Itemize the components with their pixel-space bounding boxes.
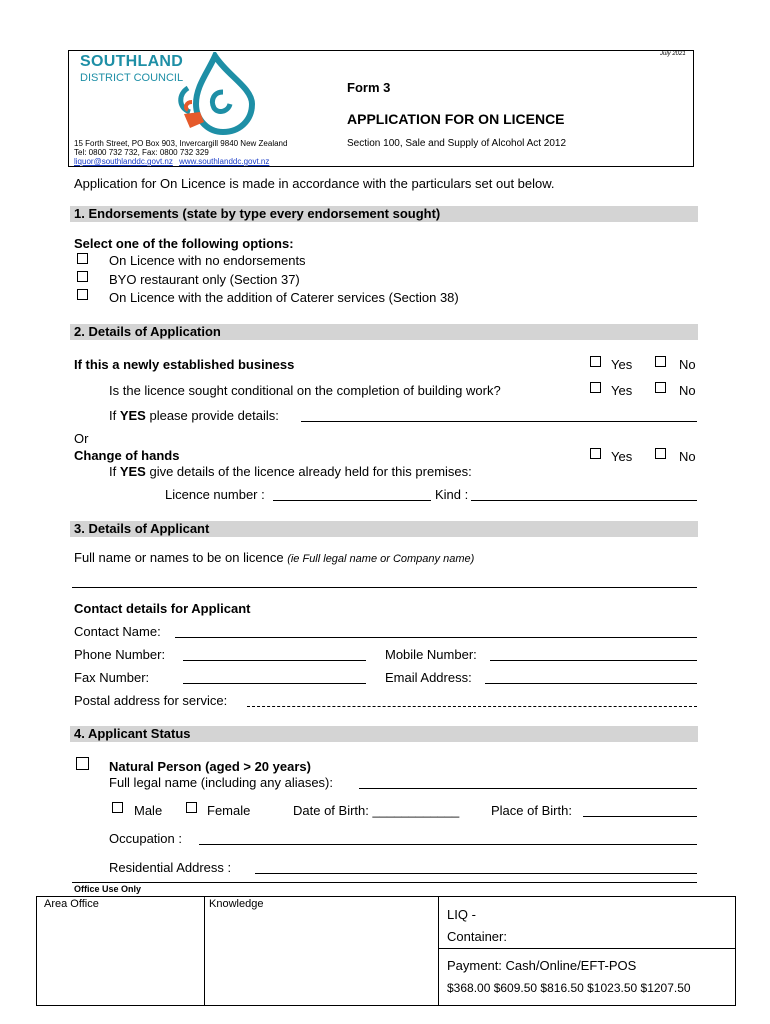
- no-label: No: [679, 449, 696, 464]
- council-website-link[interactable]: www.southlanddc.govt.nz: [179, 157, 270, 166]
- mobile-input[interactable]: [490, 660, 697, 661]
- council-name-line2: DISTRICT COUNCIL: [80, 72, 184, 84]
- table-divider: [204, 897, 205, 1005]
- intro-text: Application for On Licence is made in accordance with the particulars set out below.: [74, 176, 555, 191]
- section4-heading: 4. Applicant Status: [70, 726, 698, 742]
- fax-label: Fax Number:: [74, 670, 150, 685]
- endorsement-option-label: BYO restaurant only (Section 37): [109, 272, 300, 287]
- conditional-label: Is the licence sought conditional on the completion of building work?: [109, 383, 501, 398]
- kind-input[interactable]: [471, 500, 697, 501]
- endorsement-option-label: On Licence with the addition of Caterer services (Section 38): [109, 290, 459, 305]
- full-name-label: Full name or names to be on licence (ie Full legal name or Company name): [74, 550, 475, 565]
- council-name-line1: SOUTHLAND: [80, 53, 184, 70]
- phone-label: Phone Number:: [74, 647, 166, 662]
- payment-label: Payment: Cash/Online/EFT-POS: [447, 958, 637, 973]
- contact-name-input[interactable]: [175, 637, 697, 638]
- postal-address-input[interactable]: [247, 706, 697, 707]
- female-checkbox[interactable]: [186, 802, 197, 813]
- knowledge-label: Knowledge: [209, 898, 264, 910]
- council-address: 15 Forth Street, PO Box 903, Invercargill 9840 New Zealand: [74, 139, 288, 148]
- section1-heading: 1. Endorsements (state by type every endorsement sought): [70, 206, 698, 222]
- or-label: Or: [74, 431, 89, 446]
- endorsement-byo-checkbox[interactable]: [77, 271, 88, 282]
- fax-input[interactable]: [183, 683, 366, 684]
- occupation-input[interactable]: [199, 844, 697, 845]
- section2-heading: 2. Details of Application: [70, 324, 698, 340]
- change-hands-yes-checkbox[interactable]: [590, 448, 601, 459]
- change-hands-no-checkbox[interactable]: [655, 448, 666, 459]
- postal-address-label: Postal address for service:: [74, 693, 228, 708]
- legal-name-input[interactable]: [359, 788, 697, 789]
- date-of-birth-field[interactable]: Date of Birth: ____________: [293, 803, 460, 818]
- endorsement-caterer-checkbox[interactable]: [77, 289, 88, 300]
- form-number: Form 3: [347, 80, 391, 95]
- building-details-input[interactable]: [301, 421, 697, 422]
- kind-label: Kind :: [435, 487, 469, 502]
- natural-person-checkbox[interactable]: [76, 757, 89, 770]
- email-input[interactable]: [485, 683, 697, 684]
- liq-label: LIQ -: [447, 907, 476, 922]
- natural-person-label: Natural Person (aged > 20 years): [109, 759, 311, 774]
- council-contacts: [74, 157, 269, 166]
- full-name-input[interactable]: [72, 587, 697, 588]
- council-phone-fax: Tel: 0800 732 732, Fax: 0800 732 329: [74, 148, 209, 157]
- occupation-label: Occupation :: [109, 831, 182, 846]
- licence-number-label: Licence number :: [165, 487, 265, 502]
- area-office-label: Area Office: [44, 898, 99, 910]
- council-email-link[interactable]: liquor@southlanddc.govt.nz: [74, 157, 173, 166]
- yes-label: Yes: [611, 383, 633, 398]
- endorsement-prompt: Select one of the following options:: [74, 236, 294, 251]
- conditional-yes-checkbox[interactable]: [590, 382, 601, 393]
- no-label: No: [679, 357, 696, 372]
- email-label: Email Address:: [385, 670, 472, 685]
- female-label: Female: [207, 803, 251, 818]
- licence-number-input[interactable]: [273, 500, 431, 501]
- phone-input[interactable]: [183, 660, 366, 661]
- endorsement-none-checkbox[interactable]: [77, 253, 88, 264]
- new-business-label: If this a newly established business: [74, 357, 295, 372]
- council-logo-icon: [168, 52, 258, 138]
- contact-details-heading: Contact details for Applicant: [74, 601, 251, 616]
- no-label: No: [679, 383, 696, 398]
- yes-details-label: If YES please provide details:: [109, 408, 279, 423]
- yes-label: Yes: [611, 449, 633, 464]
- yes-label: Yes: [611, 357, 633, 372]
- form-date: July 2021: [660, 51, 686, 57]
- residential-address-label: Residential Address :: [109, 860, 232, 875]
- table-divider: [438, 948, 735, 949]
- conditional-no-checkbox[interactable]: [655, 382, 666, 393]
- mobile-label: Mobile Number:: [385, 647, 477, 662]
- contact-name-label: Contact Name:: [74, 624, 161, 639]
- change-of-hands-label: Change of hands: [74, 448, 180, 463]
- male-checkbox[interactable]: [112, 802, 123, 813]
- table-divider: [438, 897, 439, 1005]
- fees-label: $368.00 $609.50 $816.50 $1023.50 $1207.50: [447, 981, 691, 995]
- form-act-reference: Section 100, Sale and Supply of Alcohol Act 2012: [347, 138, 567, 149]
- new-business-no-checkbox[interactable]: [655, 356, 666, 367]
- office-use-heading: Office Use Only: [74, 884, 142, 894]
- legal-name-label: Full legal name (including any aliases):: [109, 775, 334, 790]
- give-details-label: If YES give details of the licence already held for this premises:: [109, 464, 472, 479]
- male-label: Male: [134, 803, 163, 818]
- endorsement-option-label: On Licence with no endorsements: [109, 253, 306, 268]
- new-business-yes-checkbox[interactable]: [590, 356, 601, 367]
- residential-address-input[interactable]: [255, 873, 697, 874]
- form-title: APPLICATION FOR ON LICENCE: [347, 111, 565, 127]
- place-of-birth-label: Place of Birth:: [491, 803, 572, 818]
- container-label: Container:: [447, 929, 507, 944]
- residential-address-input-line2[interactable]: [72, 882, 697, 883]
- place-of-birth-input[interactable]: [583, 816, 697, 817]
- section3-heading: 3. Details of Applicant: [70, 521, 698, 537]
- office-use-table: [36, 896, 736, 1006]
